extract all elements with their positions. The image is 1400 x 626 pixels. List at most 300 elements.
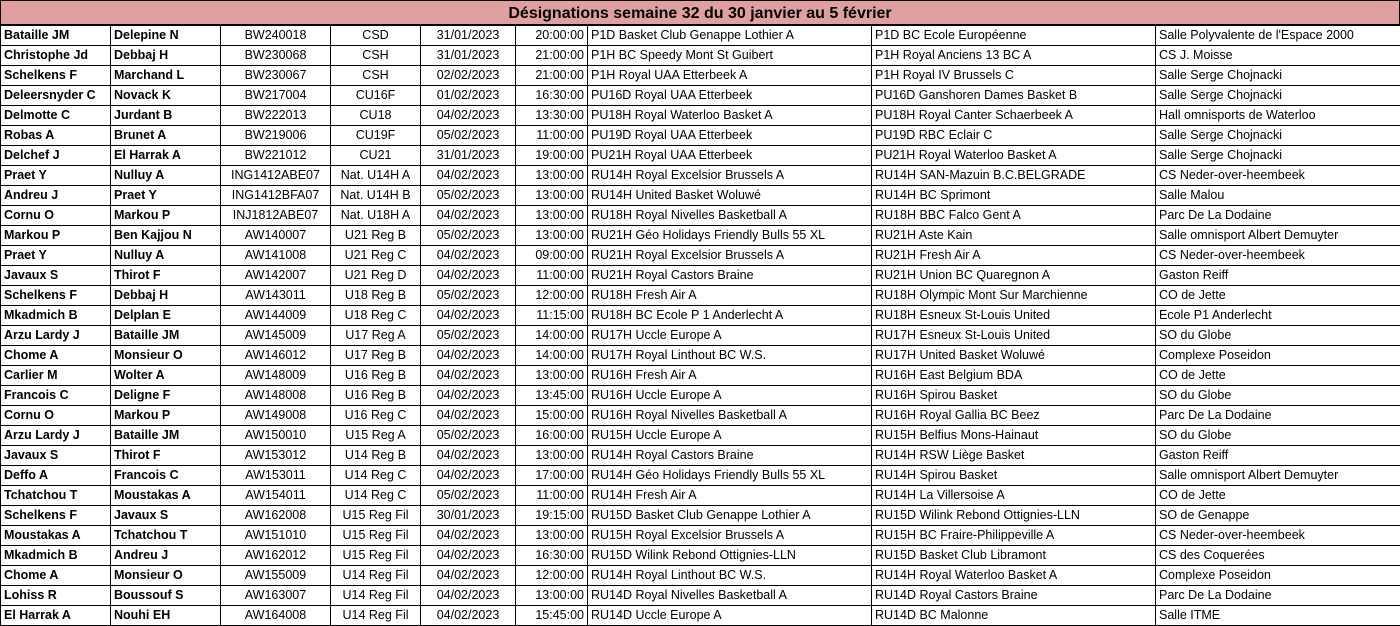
match-id-cell[interactable]: AW144009 xyxy=(221,306,331,326)
referee-1-cell[interactable]: Praet Y xyxy=(1,246,111,266)
match-id-cell[interactable]: AW162012 xyxy=(221,546,331,566)
date-cell[interactable]: 01/02/2023 xyxy=(421,86,516,106)
referee-2-cell[interactable]: Thirot F xyxy=(111,446,221,466)
referee-1-cell[interactable]: Markou P xyxy=(1,226,111,246)
venue-cell[interactable]: SO du Globe xyxy=(1156,386,1400,406)
table-row xyxy=(1,466,1400,486)
match-id-cell[interactable]: AW143011 xyxy=(221,286,331,306)
match-id-cell[interactable]: ING1412BFA07 xyxy=(221,186,331,206)
match-id-cell[interactable]: BW221012 xyxy=(221,146,331,166)
date-cell[interactable]: 02/02/2023 xyxy=(421,66,516,86)
home-team-cell[interactable]: P1D Basket Club Genappe Lothier A xyxy=(588,26,872,46)
match-id-cell[interactable]: AW145009 xyxy=(221,326,331,346)
venue-cell[interactable]: Parc De La Dodaine xyxy=(1156,586,1400,606)
time-cell[interactable]: 13:00:00 xyxy=(516,206,588,226)
home-team-cell[interactable]: RU14H Royal Excelsior Brussels A xyxy=(588,166,872,186)
away-team-cell[interactable]: RU15H Belfius Mons-Hainaut xyxy=(872,426,1156,446)
category-cell[interactable]: U21 Reg B xyxy=(331,226,421,246)
home-team-cell[interactable]: RU16H Royal Nivelles Basketball A xyxy=(588,406,872,426)
category-cell[interactable]: U15 Reg Fil xyxy=(331,526,421,546)
referee-2-cell[interactable]: Praet Y xyxy=(111,186,221,206)
table-row xyxy=(1,386,1400,406)
match-id-cell[interactable]: AW153011 xyxy=(221,466,331,486)
date-cell[interactable]: 04/02/2023 xyxy=(421,546,516,566)
date-cell[interactable]: 31/01/2023 xyxy=(421,46,516,66)
home-team-cell[interactable]: RU14H Géo Holidays Friendly Bulls 55 XL xyxy=(588,466,872,486)
referee-2-cell[interactable]: Markou P xyxy=(111,206,221,226)
category-cell[interactable]: Nat. U14H A xyxy=(331,166,421,186)
date-cell[interactable]: 05/02/2023 xyxy=(421,126,516,146)
venue-cell[interactable]: SO du Globe xyxy=(1156,326,1400,346)
home-team-cell[interactable]: RU16H Uccle Europe A xyxy=(588,386,872,406)
match-id-cell[interactable]: AW162008 xyxy=(221,506,331,526)
time-cell[interactable]: 11:00:00 xyxy=(516,266,588,286)
referee-2-cell[interactable]: Tchatchou T xyxy=(111,526,221,546)
date-cell[interactable]: 05/02/2023 xyxy=(421,286,516,306)
home-team-cell[interactable]: RU14H Royal Linthout BC W.S. xyxy=(588,566,872,586)
away-team-cell[interactable]: RU21H Fresh Air A xyxy=(872,246,1156,266)
category-cell[interactable]: CU21 xyxy=(331,146,421,166)
match-id-cell[interactable]: BW217004 xyxy=(221,86,331,106)
home-team-cell[interactable]: RU14H Royal Castors Braine xyxy=(588,446,872,466)
table-row xyxy=(1,366,1400,386)
date-cell[interactable]: 04/02/2023 xyxy=(421,106,516,126)
table-row xyxy=(1,506,1400,526)
table-row xyxy=(1,186,1400,206)
time-cell[interactable]: 13:00:00 xyxy=(516,186,588,206)
referee-2-cell[interactable]: Novack K xyxy=(111,86,221,106)
category-cell[interactable]: CSH xyxy=(331,46,421,66)
time-cell[interactable]: 15:00:00 xyxy=(516,406,588,426)
referee-1-cell[interactable]: Arzu Lardy J xyxy=(1,426,111,446)
time-cell[interactable]: 13:00:00 xyxy=(516,166,588,186)
time-cell[interactable]: 12:00:00 xyxy=(516,286,588,306)
venue-cell[interactable]: CS Neder-over-heembeek xyxy=(1156,246,1400,266)
match-id-cell[interactable]: AW155009 xyxy=(221,566,331,586)
time-cell[interactable]: 17:00:00 xyxy=(516,466,588,486)
date-cell[interactable]: 04/02/2023 xyxy=(421,386,516,406)
away-team-cell[interactable]: RU18H Olympic Mont Sur Marchienne xyxy=(872,286,1156,306)
category-cell[interactable]: U18 Reg C xyxy=(331,306,421,326)
referee-2-cell[interactable]: Boussouf S xyxy=(111,586,221,606)
date-cell[interactable]: 30/01/2023 xyxy=(421,506,516,526)
category-cell[interactable]: U15 Reg Fil xyxy=(331,506,421,526)
referee-1-cell[interactable]: Arzu Lardy J xyxy=(1,326,111,346)
time-cell[interactable]: 13:00:00 xyxy=(516,366,588,386)
away-team-cell[interactable]: RU15D Wilink Rebond Ottignies-LLN xyxy=(872,506,1156,526)
time-cell[interactable]: 15:45:00 xyxy=(516,606,588,626)
match-id-cell[interactable]: AW151010 xyxy=(221,526,331,546)
home-team-cell[interactable]: RU14D Uccle Europe A xyxy=(588,606,872,626)
category-cell[interactable]: U16 Reg C xyxy=(331,406,421,426)
away-team-cell[interactable]: RU18H BBC Falco Gent A xyxy=(872,206,1156,226)
table-row xyxy=(1,486,1400,506)
table-row xyxy=(1,566,1400,586)
match-id-cell[interactable]: AW150010 xyxy=(221,426,331,446)
venue-cell[interactable]: Salle Polyvalente de l'Espace 2000 xyxy=(1156,26,1400,46)
table-row xyxy=(1,86,1400,106)
home-team-cell[interactable]: RU17H Royal Linthout BC W.S. xyxy=(588,346,872,366)
category-cell[interactable]: Nat. U18H A xyxy=(331,206,421,226)
date-cell[interactable]: 04/02/2023 xyxy=(421,526,516,546)
referee-2-cell[interactable]: Markou P xyxy=(111,406,221,426)
venue-cell[interactable]: Salle omnisport Albert Demuyter xyxy=(1156,466,1400,486)
referee-1-cell[interactable]: Moustakas A xyxy=(1,526,111,546)
referee-1-cell[interactable]: Chome A xyxy=(1,566,111,586)
referee-1-cell[interactable]: Robas A xyxy=(1,126,111,146)
referee-1-cell[interactable]: El Harrak A xyxy=(1,606,111,626)
away-team-cell[interactable]: RU14D Royal Castors Braine xyxy=(872,586,1156,606)
time-cell[interactable]: 11:00:00 xyxy=(516,126,588,146)
venue-cell[interactable]: Salle ITME xyxy=(1156,606,1400,626)
match-id-cell[interactable]: AW141008 xyxy=(221,246,331,266)
home-team-cell[interactable]: RU17H Uccle Europe A xyxy=(588,326,872,346)
category-cell[interactable]: CSD xyxy=(331,26,421,46)
home-team-cell[interactable]: P1H Royal UAA Etterbeek A xyxy=(588,66,872,86)
referee-1-cell[interactable]: Schelkens F xyxy=(1,506,111,526)
table-row xyxy=(1,306,1400,326)
away-team-cell[interactable]: RU16H Royal Gallia BC Beez xyxy=(872,406,1156,426)
time-cell[interactable]: 11:15:00 xyxy=(516,306,588,326)
venue-cell[interactable]: Salle Serge Chojnacki xyxy=(1156,86,1400,106)
date-cell[interactable]: 04/02/2023 xyxy=(421,166,516,186)
time-cell[interactable]: 09:00:00 xyxy=(516,246,588,266)
referee-1-cell[interactable]: Mkadmich B xyxy=(1,306,111,326)
referee-2-cell[interactable]: Wolter A xyxy=(111,366,221,386)
table-row xyxy=(1,406,1400,426)
category-cell[interactable]: CU16F xyxy=(331,86,421,106)
venue-cell[interactable]: Gaston Reiff xyxy=(1156,446,1400,466)
table-row xyxy=(1,46,1400,66)
date-cell[interactable]: 04/02/2023 xyxy=(421,446,516,466)
venue-cell[interactable]: Parc De La Dodaine xyxy=(1156,206,1400,226)
table-row xyxy=(1,166,1400,186)
away-team-cell[interactable]: PU18H Royal Canter Schaerbeek A xyxy=(872,106,1156,126)
time-cell[interactable]: 13:45:00 xyxy=(516,386,588,406)
home-team-cell[interactable]: RU15D Wilink Rebond Ottignies-LLN xyxy=(588,546,872,566)
match-id-cell[interactable]: AW154011 xyxy=(221,486,331,506)
match-id-cell[interactable]: AW148009 xyxy=(221,366,331,386)
date-cell[interactable]: 04/02/2023 xyxy=(421,206,516,226)
category-cell[interactable]: CSH xyxy=(331,66,421,86)
home-team-cell[interactable]: RU21H Géo Holidays Friendly Bulls 55 XL xyxy=(588,226,872,246)
time-cell[interactable]: 13:00:00 xyxy=(516,526,588,546)
referee-2-cell[interactable]: Jurdant B xyxy=(111,106,221,126)
away-team-cell[interactable]: RU15D Basket Club Libramont xyxy=(872,546,1156,566)
table-row xyxy=(1,326,1400,346)
home-team-cell[interactable]: RU21H Royal Excelsior Brussels A xyxy=(588,246,872,266)
date-cell[interactable]: 04/02/2023 xyxy=(421,366,516,386)
referee-1-cell[interactable]: Cornu O xyxy=(1,206,111,226)
date-cell[interactable]: 04/02/2023 xyxy=(421,246,516,266)
referee-1-cell[interactable]: Christophe Jd xyxy=(1,46,111,66)
referee-1-cell[interactable]: Bataille JM xyxy=(1,26,111,46)
category-cell[interactable]: U21 Reg C xyxy=(331,246,421,266)
home-team-cell[interactable]: RU18H BC Ecole P 1 Anderlecht A xyxy=(588,306,872,326)
designations-table xyxy=(0,25,1400,626)
referee-2-cell[interactable]: Delplan E xyxy=(111,306,221,326)
venue-cell[interactable]: CS Neder-over-heembeek xyxy=(1156,526,1400,546)
match-id-cell[interactable]: BW219006 xyxy=(221,126,331,146)
referee-2-cell[interactable]: El Harrak A xyxy=(111,146,221,166)
table-row xyxy=(1,26,1400,46)
category-cell[interactable]: CU18 xyxy=(331,106,421,126)
category-cell[interactable]: U16 Reg B xyxy=(331,386,421,406)
category-cell[interactable]: U14 Reg C xyxy=(331,466,421,486)
venue-cell[interactable]: Salle Malou xyxy=(1156,186,1400,206)
match-id-cell[interactable]: AW163007 xyxy=(221,586,331,606)
table-row xyxy=(1,346,1400,366)
time-cell[interactable]: 19:00:00 xyxy=(516,146,588,166)
time-cell[interactable]: 13:30:00 xyxy=(516,106,588,126)
time-cell[interactable]: 16:00:00 xyxy=(516,426,588,446)
referee-1-cell[interactable]: Mkadmich B xyxy=(1,546,111,566)
referee-2-cell[interactable]: Thirot F xyxy=(111,266,221,286)
away-team-cell[interactable]: RU17H United Basket Woluwé xyxy=(872,346,1156,366)
referee-1-cell[interactable]: Schelkens F xyxy=(1,286,111,306)
referee-2-cell[interactable]: Monsieur O xyxy=(111,346,221,366)
home-team-cell[interactable]: RU16H Fresh Air A xyxy=(588,366,872,386)
home-team-cell[interactable]: P1H BC Speedy Mont St Guibert xyxy=(588,46,872,66)
table-row xyxy=(1,286,1400,306)
venue-cell[interactable]: Complexe Poseidon xyxy=(1156,566,1400,586)
time-cell[interactable]: 14:00:00 xyxy=(516,326,588,346)
match-id-cell[interactable]: AW146012 xyxy=(221,346,331,366)
venue-cell[interactable]: CO de Jette xyxy=(1156,486,1400,506)
table-row xyxy=(1,146,1400,166)
away-team-cell[interactable]: RU14H SAN-Mazuin B.C.BELGRADE xyxy=(872,166,1156,186)
table-row xyxy=(1,426,1400,446)
category-cell[interactable]: U15 Reg Fil xyxy=(331,546,421,566)
referee-1-cell[interactable]: Praet Y xyxy=(1,166,111,186)
date-cell[interactable]: 05/02/2023 xyxy=(421,226,516,246)
referee-1-cell[interactable]: Javaux S xyxy=(1,266,111,286)
date-cell[interactable]: 04/02/2023 xyxy=(421,566,516,586)
away-team-cell[interactable]: P1H Royal Anciens 13 BC A xyxy=(872,46,1156,66)
category-cell[interactable]: U14 Reg Fil xyxy=(331,566,421,586)
referee-2-cell[interactable]: Delepine N xyxy=(111,26,221,46)
referee-2-cell[interactable]: Debbaj H xyxy=(111,286,221,306)
referee-2-cell[interactable]: Marchand L xyxy=(111,66,221,86)
time-cell[interactable]: 13:00:00 xyxy=(516,446,588,466)
venue-cell[interactable]: CS Neder-over-heembeek xyxy=(1156,166,1400,186)
away-team-cell[interactable]: P1D BC Ecole Européenne xyxy=(872,26,1156,46)
home-team-cell[interactable]: PU16D Royal UAA Etterbeek xyxy=(588,86,872,106)
referee-1-cell[interactable]: Andreu J xyxy=(1,186,111,206)
match-id-cell[interactable]: AW149008 xyxy=(221,406,331,426)
away-team-cell[interactable]: RU21H Union BC Quaregnon A xyxy=(872,266,1156,286)
referee-2-cell[interactable]: Brunet A xyxy=(111,126,221,146)
time-cell[interactable]: 11:00:00 xyxy=(516,486,588,506)
match-id-cell[interactable]: AW148008 xyxy=(221,386,331,406)
table-row xyxy=(1,126,1400,146)
home-team-cell[interactable]: RU14D Royal Nivelles Basketball A xyxy=(588,586,872,606)
time-cell[interactable]: 21:00:00 xyxy=(516,66,588,86)
venue-cell[interactable]: Salle Serge Chojnacki xyxy=(1156,146,1400,166)
venue-cell[interactable]: Ecole P1 Anderlecht xyxy=(1156,306,1400,326)
time-cell[interactable]: 20:00:00 xyxy=(516,26,588,46)
match-id-cell[interactable]: AW140007 xyxy=(221,226,331,246)
venue-cell[interactable]: Gaston Reiff xyxy=(1156,266,1400,286)
venue-cell[interactable]: Salle Serge Chojnacki xyxy=(1156,126,1400,146)
away-team-cell[interactable]: PU21H Royal Waterloo Basket A xyxy=(872,146,1156,166)
table-row xyxy=(1,606,1400,626)
table-row xyxy=(1,226,1400,246)
table-row xyxy=(1,586,1400,606)
table-row xyxy=(1,526,1400,546)
match-id-cell[interactable]: AW142007 xyxy=(221,266,331,286)
away-team-cell[interactable]: RU14H La Villersoise A xyxy=(872,486,1156,506)
away-team-cell[interactable]: RU16H East Belgium BDA xyxy=(872,366,1156,386)
category-cell[interactable]: U17 Reg B xyxy=(331,346,421,366)
table-row xyxy=(1,266,1400,286)
category-cell[interactable]: U16 Reg B xyxy=(331,366,421,386)
match-id-cell[interactable]: BW222013 xyxy=(221,106,331,126)
referee-2-cell[interactable]: Nouhi EH xyxy=(111,606,221,626)
referee-1-cell[interactable]: Cornu O xyxy=(1,406,111,426)
away-team-cell[interactable]: RU14H RSW Liège Basket xyxy=(872,446,1156,466)
category-cell[interactable]: U17 Reg A xyxy=(331,326,421,346)
referee-2-cell[interactable]: Francois C xyxy=(111,466,221,486)
home-team-cell[interactable]: RU15H Royal Excelsior Brussels A xyxy=(588,526,872,546)
referee-2-cell[interactable]: Bataille JM xyxy=(111,426,221,446)
away-team-cell[interactable]: RU21H Aste Kain xyxy=(872,226,1156,246)
home-team-cell[interactable]: RU18H Royal Nivelles Basketball A xyxy=(588,206,872,226)
time-cell[interactable]: 14:00:00 xyxy=(516,346,588,366)
date-cell[interactable]: 05/02/2023 xyxy=(421,486,516,506)
match-id-cell[interactable]: BW240018 xyxy=(221,26,331,46)
away-team-cell[interactable]: RU15H BC Fraire-Philippeville A xyxy=(872,526,1156,546)
home-team-cell[interactable]: PU19D Royal UAA Etterbeek xyxy=(588,126,872,146)
match-id-cell[interactable]: ING1412ABE07 xyxy=(221,166,331,186)
match-id-cell[interactable]: INJ1812ABE07 xyxy=(221,206,331,226)
venue-cell[interactable]: CO de Jette xyxy=(1156,286,1400,306)
date-cell[interactable]: 04/02/2023 xyxy=(421,406,516,426)
home-team-cell[interactable]: RU21H Royal Castors Braine xyxy=(588,266,872,286)
category-cell[interactable]: U21 Reg D xyxy=(331,266,421,286)
match-id-cell[interactable]: BW230068 xyxy=(221,46,331,66)
referee-2-cell[interactable]: Monsieur O xyxy=(111,566,221,586)
away-team-cell[interactable]: RU17H Esneux St-Louis United xyxy=(872,326,1156,346)
referee-2-cell[interactable]: Nulluy A xyxy=(111,166,221,186)
date-cell[interactable]: 31/01/2023 xyxy=(421,26,516,46)
referee-2-cell[interactable]: Javaux S xyxy=(111,506,221,526)
date-cell[interactable]: 31/01/2023 xyxy=(421,146,516,166)
referee-1-cell[interactable]: Delmotte C xyxy=(1,106,111,126)
referee-1-cell[interactable]: Javaux S xyxy=(1,446,111,466)
home-team-cell[interactable]: PU18H Royal Waterloo Basket A xyxy=(588,106,872,126)
home-team-cell[interactable]: RU15H Uccle Europe A xyxy=(588,426,872,446)
venue-cell[interactable]: Salle Serge Chojnacki xyxy=(1156,66,1400,86)
date-cell[interactable]: 05/02/2023 xyxy=(421,186,516,206)
referee-1-cell[interactable]: Lohiss R xyxy=(1,586,111,606)
date-cell[interactable]: 05/02/2023 xyxy=(421,326,516,346)
date-cell[interactable]: 04/02/2023 xyxy=(421,606,516,626)
referee-1-cell[interactable]: Deffo A xyxy=(1,466,111,486)
referee-1-cell[interactable]: Deleersnyder C xyxy=(1,86,111,106)
referee-1-cell[interactable]: Carlier M xyxy=(1,366,111,386)
venue-cell[interactable]: Parc De La Dodaine xyxy=(1156,406,1400,426)
category-cell[interactable]: U14 Reg B xyxy=(331,446,421,466)
date-cell[interactable]: 04/02/2023 xyxy=(421,586,516,606)
venue-cell[interactable]: SO du Globe xyxy=(1156,426,1400,446)
referee-1-cell[interactable]: Delchef J xyxy=(1,146,111,166)
away-team-cell[interactable]: PU16D Ganshoren Dames Basket B xyxy=(872,86,1156,106)
table-body xyxy=(1,26,1400,626)
referee-2-cell[interactable]: Nulluy A xyxy=(111,246,221,266)
time-cell[interactable]: 21:00:00 xyxy=(516,46,588,66)
date-cell[interactable]: 04/02/2023 xyxy=(421,266,516,286)
home-team-cell[interactable]: RU14H United Basket Woluwé xyxy=(588,186,872,206)
category-cell[interactable]: U14 Reg Fil xyxy=(331,606,421,626)
home-team-cell[interactable]: PU21H Royal UAA Etterbeek xyxy=(588,146,872,166)
date-cell[interactable]: 05/02/2023 xyxy=(421,426,516,446)
category-cell[interactable]: U15 Reg A xyxy=(331,426,421,446)
referee-2-cell[interactable]: Ben Kajjou N xyxy=(111,226,221,246)
venue-cell[interactable]: Complexe Poseidon xyxy=(1156,346,1400,366)
away-team-cell[interactable]: PU19D RBC Eclair C xyxy=(872,126,1156,146)
date-cell[interactable]: 04/02/2023 xyxy=(421,306,516,326)
referee-1-cell[interactable]: Tchatchou T xyxy=(1,486,111,506)
venue-cell[interactable]: CO de Jette xyxy=(1156,366,1400,386)
match-id-cell[interactable]: BW230067 xyxy=(221,66,331,86)
referee-2-cell[interactable]: Deligne F xyxy=(111,386,221,406)
away-team-cell[interactable]: RU14H BC Sprimont xyxy=(872,186,1156,206)
venue-cell[interactable]: CS J. Moisse xyxy=(1156,46,1400,66)
date-cell[interactable]: 04/02/2023 xyxy=(421,346,516,366)
time-cell[interactable]: 16:30:00 xyxy=(516,546,588,566)
away-team-cell[interactable]: RU16H Spirou Basket xyxy=(872,386,1156,406)
referee-2-cell[interactable]: Moustakas A xyxy=(111,486,221,506)
away-team-cell[interactable]: RU18H Esneux St-Louis United xyxy=(872,306,1156,326)
venue-cell[interactable]: CS des Coquerées xyxy=(1156,546,1400,566)
referee-1-cell[interactable]: Schelkens F xyxy=(1,66,111,86)
date-cell[interactable]: 04/02/2023 xyxy=(421,466,516,486)
venue-cell[interactable]: Hall omnisports de Waterloo xyxy=(1156,106,1400,126)
home-team-cell[interactable]: RU14H Fresh Air A xyxy=(588,486,872,506)
referee-2-cell[interactable]: Andreu J xyxy=(111,546,221,566)
table-row xyxy=(1,206,1400,226)
venue-cell[interactable]: SO de Genappe xyxy=(1156,506,1400,526)
home-team-cell[interactable]: RU18H Fresh Air A xyxy=(588,286,872,306)
category-cell[interactable]: U18 Reg B xyxy=(331,286,421,306)
referee-2-cell[interactable]: Bataille JM xyxy=(111,326,221,346)
match-id-cell[interactable]: AW153012 xyxy=(221,446,331,466)
category-cell[interactable]: Nat. U14H B xyxy=(331,186,421,206)
home-team-cell[interactable]: RU15D Basket Club Genappe Lothier A xyxy=(588,506,872,526)
time-cell[interactable]: 16:30:00 xyxy=(516,86,588,106)
sheet-title: Désignations semaine 32 du 30 janvier au 5 février xyxy=(0,0,1400,25)
time-cell[interactable]: 12:00:00 xyxy=(516,566,588,586)
away-team-cell[interactable]: RU14D BC Malonne xyxy=(872,606,1156,626)
time-cell[interactable]: 13:00:00 xyxy=(516,586,588,606)
category-cell[interactable]: CU19F xyxy=(331,126,421,146)
match-id-cell[interactable]: AW164008 xyxy=(221,606,331,626)
category-cell[interactable]: U14 Reg C xyxy=(331,486,421,506)
table-row xyxy=(1,446,1400,466)
category-cell[interactable]: U14 Reg Fil xyxy=(331,586,421,606)
away-team-cell[interactable]: RU14H Spirou Basket xyxy=(872,466,1156,486)
away-team-cell[interactable]: P1H Royal IV Brussels C xyxy=(872,66,1156,86)
time-cell[interactable]: 19:15:00 xyxy=(516,506,588,526)
venue-cell[interactable]: Salle omnisport Albert Demuyter xyxy=(1156,226,1400,246)
referee-1-cell[interactable]: Francois C xyxy=(1,386,111,406)
referee-2-cell[interactable]: Debbaj H xyxy=(111,46,221,66)
away-team-cell[interactable]: RU14H Royal Waterloo Basket A xyxy=(872,566,1156,586)
table-row xyxy=(1,66,1400,86)
time-cell[interactable]: 13:00:00 xyxy=(516,226,588,246)
referee-1-cell[interactable]: Chome A xyxy=(1,346,111,366)
